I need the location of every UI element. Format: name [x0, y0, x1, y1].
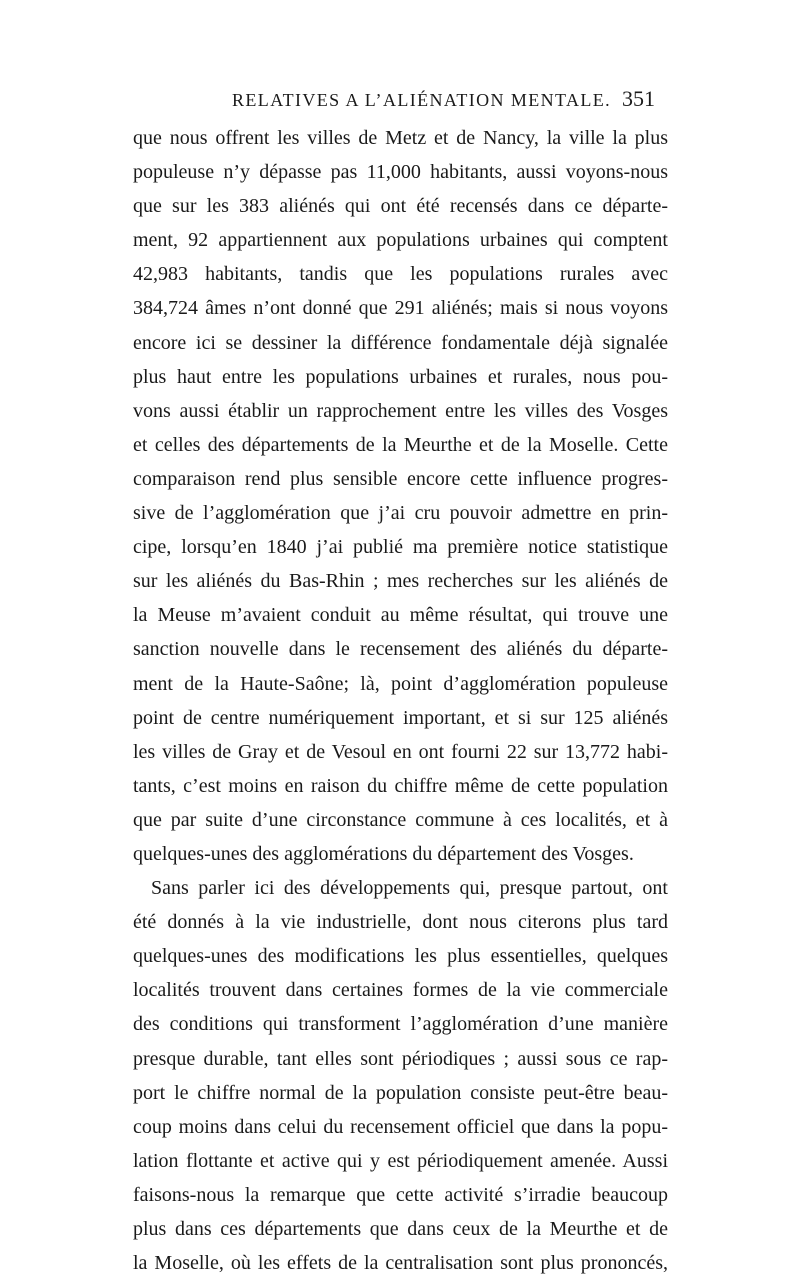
text-line: 384,724 âmes n’ont donné que 291 aliénés; mais si nous voyons	[133, 297, 668, 320]
text-line: encore ici se dessiner la différence fondamentale déjà signalée	[133, 331, 668, 354]
text-line: plus haut entre les populations urbaines et rurales, nous pou-	[133, 365, 668, 388]
text-line: populeuse n’y dépasse pas 11,000 habitants, aussi voyons-nous	[133, 161, 668, 184]
text-line: coup moins dans celui du recensement officiel que dans la popu-	[133, 1115, 668, 1138]
text-line: et celles des départements de la Meurthe et de la Moselle. Cette	[133, 433, 668, 456]
text-line: des conditions qui transforment l’agglomération d’une manière	[133, 1013, 668, 1036]
text-line: vons aussi établir un rapprochement entre les villes des Vosges	[133, 399, 668, 422]
body-text	[133, 121, 668, 1280]
text-line: la Meuse m’avaient conduit au même résultat, qui trouve une	[133, 604, 668, 627]
text-line: été donnés à la vie industrielle, dont nous citerons plus tard	[133, 911, 668, 934]
page-number: 351	[622, 86, 655, 111]
text-line: tants, c’est moins en raison du chiffre même de cette population	[133, 774, 668, 797]
text-line: point de centre numériquement important, et si sur 125 aliénés	[133, 706, 668, 729]
running-header	[0, 86, 800, 116]
text-line: les villes de Gray et de Vesoul en ont fourni 22 sur 13,772 habi-	[133, 740, 668, 763]
text-line: que sur les 383 aliénés qui ont été recensés dans ce départe-	[133, 195, 668, 218]
running-title: RELATIVES A L’ALIÉNATION MENTALE.	[232, 90, 612, 110]
text-line: quelques-unes des modifications les plus essentielles, quelques	[133, 945, 668, 968]
text-line: localités trouvent dans certaines formes de la vie commerciale	[133, 979, 668, 1002]
paragraph-end-line: quelques-unes des agglomérations du département des Vosges.	[133, 842, 634, 865]
text-line: ment de la Haute-Saône; là, point d’agglomération populeuse	[133, 672, 668, 695]
text-line: ment, 92 appartiennent aux populations urbaines qui comptent	[133, 229, 668, 252]
text-line: sive de l’agglomération que j’ai cru pouvoir admettre en prin-	[133, 502, 668, 525]
text-line: sur les aliénés du Bas-Rhin ; mes recherches sur les aliénés de	[133, 570, 668, 593]
text-line: sanction nouvelle dans le recensement des aliénés du départe-	[133, 638, 668, 661]
text-line: presque durable, tant elles sont périodiques ; aussi sous ce rap-	[133, 1047, 668, 1070]
text-line: lation flottante et active qui y est périodiquement amenée. Aussi	[133, 1149, 668, 1172]
text-line: faisons-nous la remarque que cette activité s’irradie beaucoup	[133, 1183, 668, 1206]
paragraph-start-line: Sans parler ici des développements qui, presque partout, ont	[151, 877, 668, 900]
text-line: port le chiffre normal de la population consiste peut-être beau-	[133, 1081, 668, 1104]
text-line: plus dans ces départements que dans ceux de la Meurthe et de	[133, 1218, 668, 1240]
text-line: comparaison rend plus sensible encore cette influence progres-	[133, 467, 668, 490]
text-line: 42,983 habitants, tandis que les populations rurales avec	[133, 263, 668, 286]
text-line: la Moselle, où les effets de la centralisation sont plus prononcés,	[133, 1252, 668, 1275]
text-line: que nous offrent les villes de Metz et de Nancy, la ville la plus	[133, 127, 668, 149]
text-line: que par suite d’une circonstance commune à ces localités, et à	[133, 808, 668, 831]
text-line: cipe, lorsqu’en 1840 j’ai publié ma première notice statistique	[133, 536, 668, 559]
